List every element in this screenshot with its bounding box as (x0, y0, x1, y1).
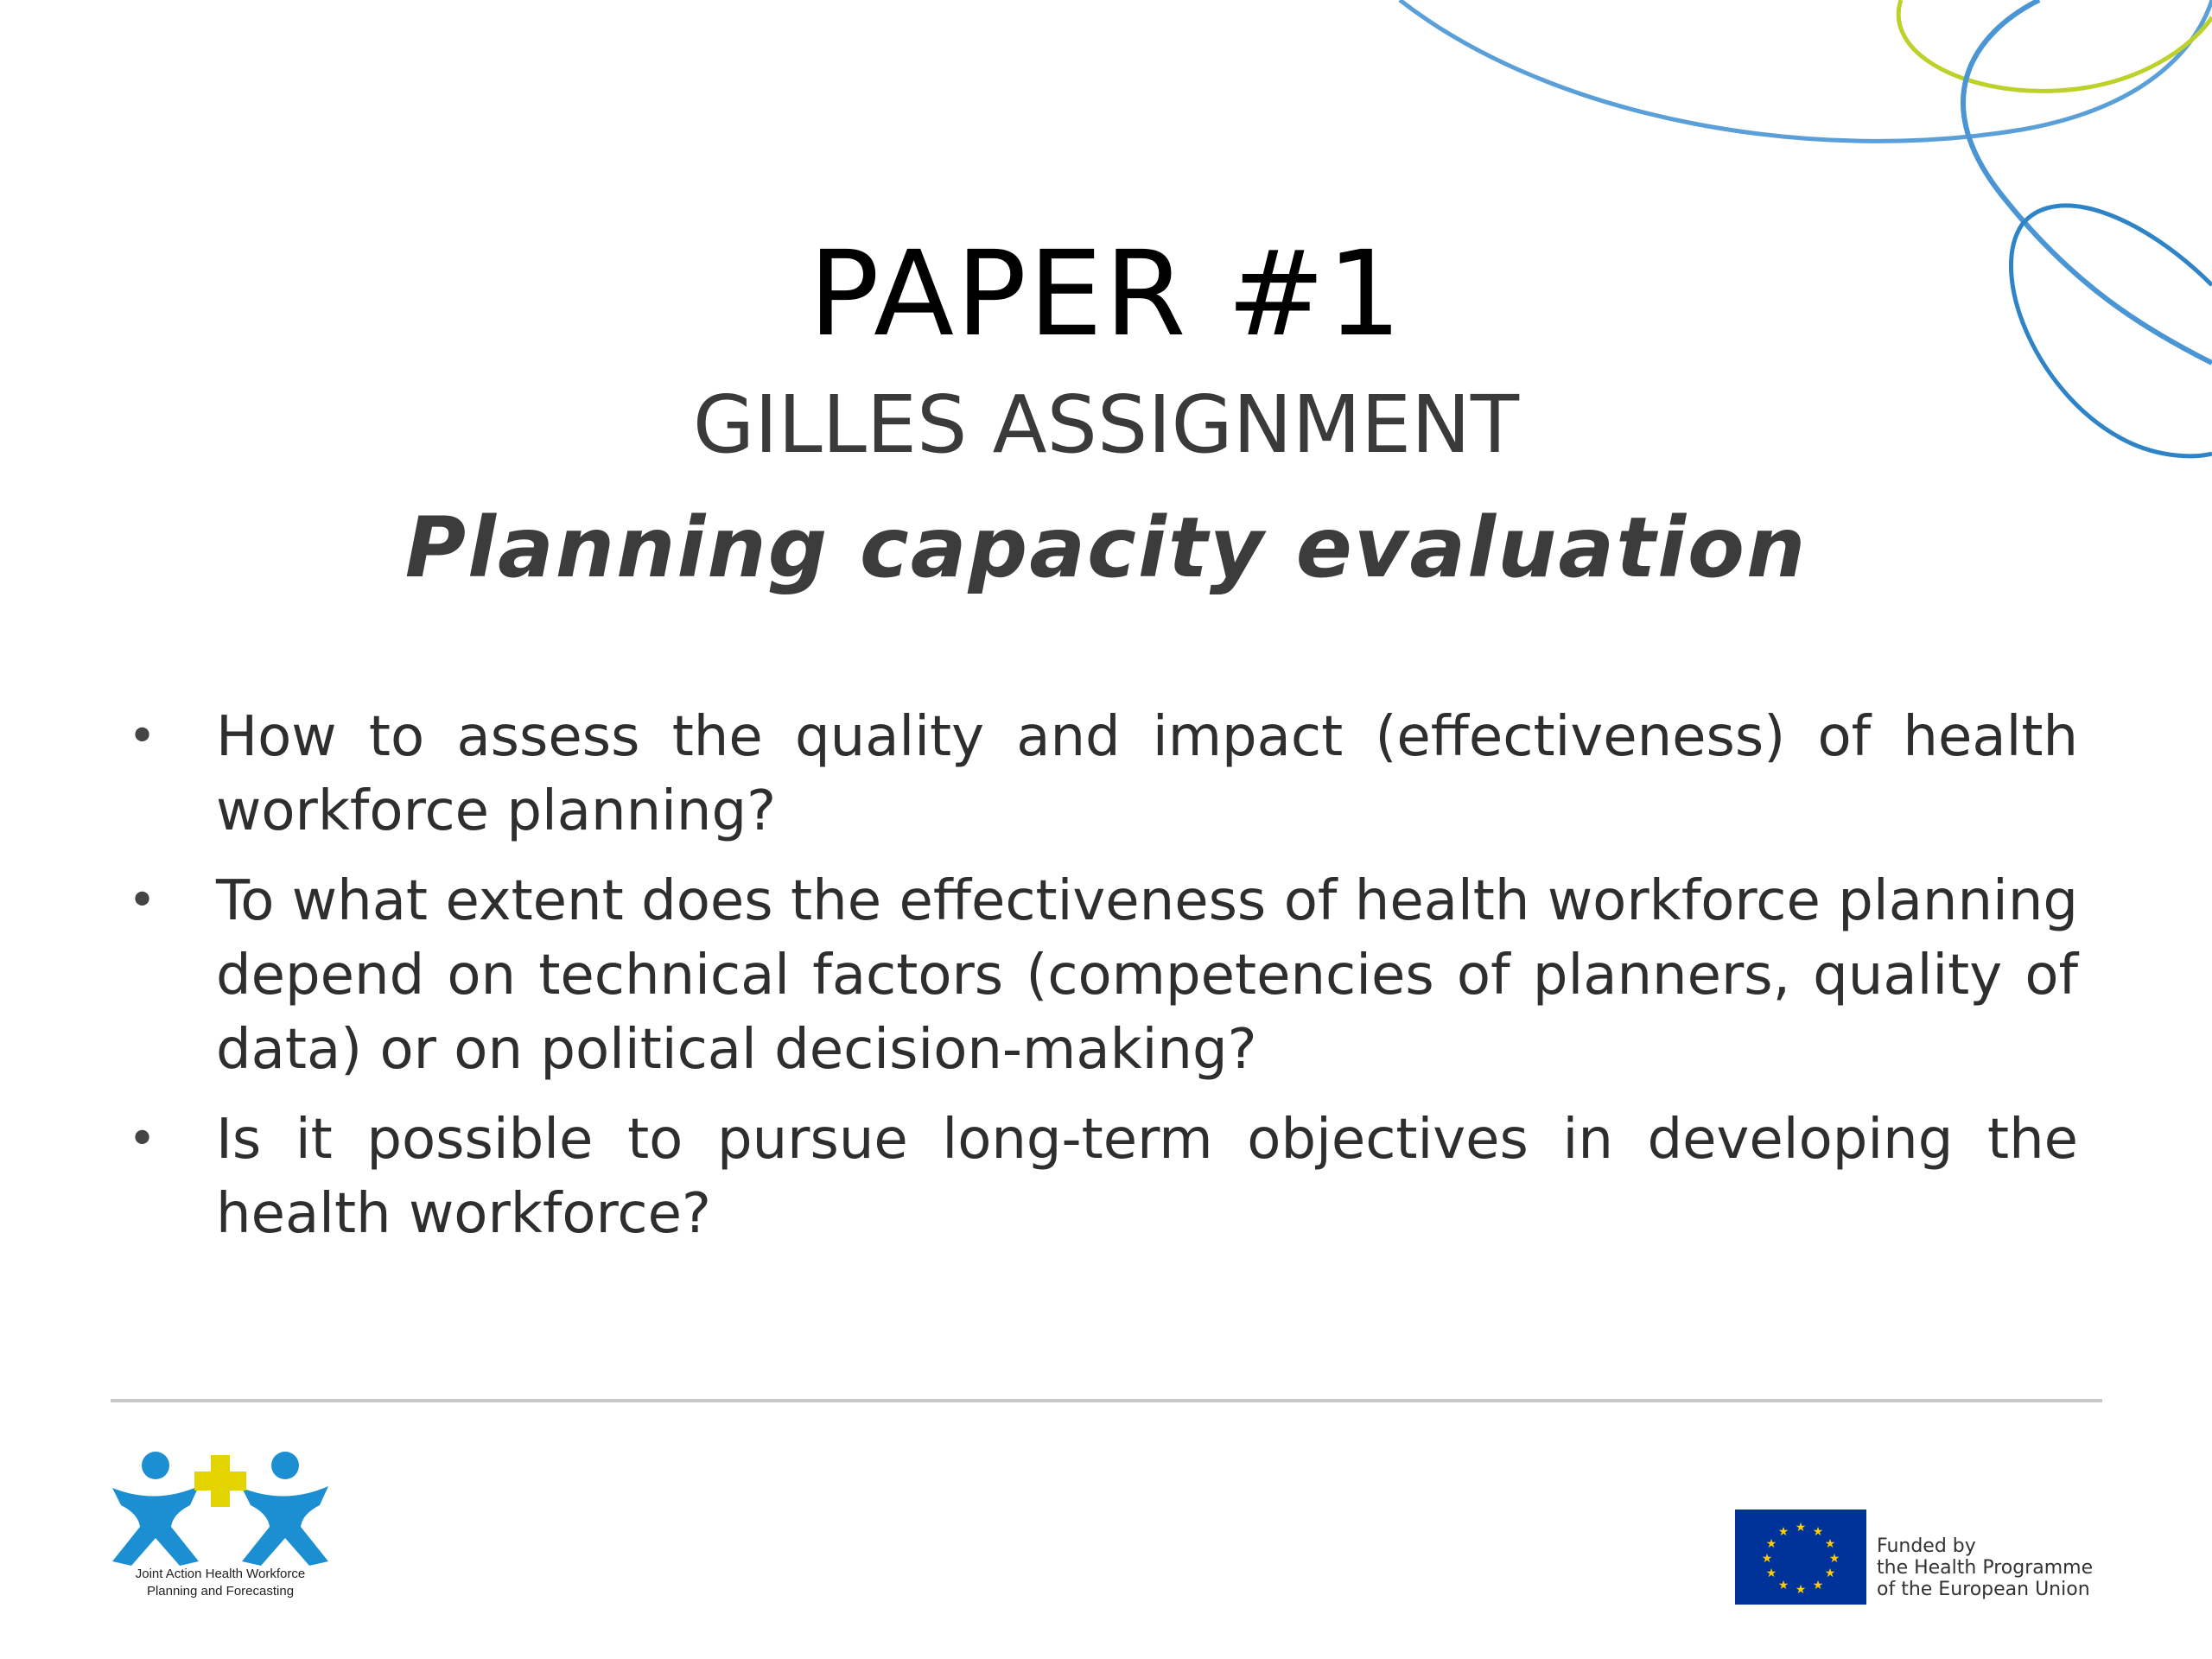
slide-title: PAPER #1 (808, 226, 1404, 363)
svg-text:★: ★ (1795, 1583, 1807, 1597)
bullet-list (121, 700, 2078, 1267)
svg-text:★: ★ (1777, 1579, 1789, 1592)
joint-action-logo-text (104, 1566, 337, 1600)
svg-text:★: ★ (1828, 1552, 1840, 1566)
bullet-item (121, 864, 2078, 1087)
svg-text:★: ★ (1824, 1567, 1836, 1580)
bullet-text: To what extent does the effectiveness of health workforce planning depend on technical factors (competencies of planners, quality of data) or on political decision-making? (216, 869, 2078, 1082)
bullet-icon: • (128, 873, 157, 929)
eu-flag-icon (1735, 1510, 1866, 1605)
svg-text:★: ★ (1765, 1567, 1777, 1580)
eu-text-line: the Health Programme (1877, 1557, 2094, 1579)
eu-funding-text (1877, 1535, 2101, 1600)
logo-text-line: Joint Action Health Workforce (135, 1567, 306, 1581)
bullet-item (121, 700, 2078, 849)
eu-text-line: Funded by (1877, 1535, 1976, 1557)
svg-text:★: ★ (1777, 1525, 1789, 1539)
svg-text:★: ★ (1812, 1525, 1824, 1539)
bullet-item (121, 1103, 2078, 1251)
bullet-icon: • (128, 709, 157, 765)
svg-text:★: ★ (1812, 1579, 1824, 1592)
footer-divider (111, 1399, 2102, 1402)
svg-text:★: ★ (1761, 1552, 1773, 1566)
bullet-text: How to assess the quality and impact (effectiveness) of health workforce planning? (216, 705, 2078, 843)
bullet-text: Is it possible to pursue long-term objectives in developing the health workforce? (216, 1108, 2078, 1246)
logo-text-line: Planning and Forecasting (146, 1584, 295, 1599)
eu-text-line: of the European Union (1877, 1579, 2090, 1600)
slide-italic-heading: Planning capacity evaluation (404, 499, 1808, 596)
svg-text:★: ★ (1795, 1521, 1807, 1535)
svg-text:★: ★ (1824, 1537, 1836, 1551)
bullet-icon: • (128, 1111, 157, 1167)
svg-text:★: ★ (1765, 1537, 1777, 1551)
slide-subtitle: GILLES ASSIGNMENT (692, 378, 1520, 471)
